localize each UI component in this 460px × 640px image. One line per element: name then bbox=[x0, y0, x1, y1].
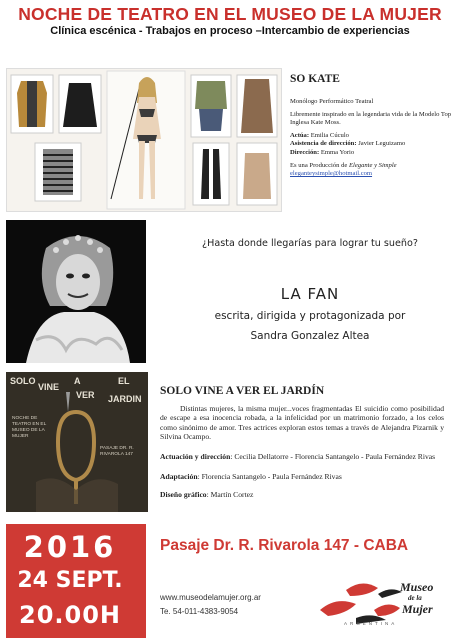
page-subtitle: Clínica escénica - Trabajos en proceso –Intercambio de experiencias bbox=[50, 25, 410, 37]
event-time: 20.00H bbox=[19, 601, 121, 629]
event-year: 2016 bbox=[23, 530, 117, 564]
sokate-production bbox=[290, 162, 455, 179]
jardin-credit-adaptation bbox=[160, 472, 444, 481]
poster-address-text: PASAJE DR. R. RIVAROLA 147 bbox=[100, 446, 134, 457]
jardin-description: Distintas mujeres, la misma mujer...voces fragmentadas El suicidio como posibilidad de escape a esa inocencia robada, a la infelicidad por un matrimonio forzado, a los celos como sinónimo de amor. Tres actrices exploran estos temas a través de Alejandra Pizarnik y Silvina Ocampo. bbox=[160, 404, 444, 442]
phone-number: Te. 54-011-4383-9054 bbox=[160, 607, 239, 616]
la-fan-photo bbox=[6, 220, 146, 363]
la-fan-author: Sandra Gonzalez Altea bbox=[250, 330, 370, 342]
logo-country: ARGENTINA bbox=[344, 621, 398, 626]
poster-venue-text: NOCHE DE TEATRO EN EL MUSEO DE LA MUJER bbox=[12, 416, 47, 439]
credit-design-label: Diseño gráfico bbox=[160, 490, 207, 499]
poster-ver: VER bbox=[76, 390, 95, 400]
logo-mujer: Mujer bbox=[402, 602, 433, 616]
venue-address: Pasaje Dr. R. Rivarola 147 - CABA bbox=[160, 537, 409, 554]
logo-de-la: de la bbox=[408, 594, 422, 602]
credit-acting-value: : Cecilia Dellatorre - Florencia Santangelo - Paula Fernández Rivas bbox=[230, 452, 436, 461]
poster-a: A bbox=[74, 376, 81, 386]
production-company: Elegante y Simple bbox=[348, 161, 397, 169]
page-title: NOCHE DE TEATRO EN EL MUSEO DE LA MUJER bbox=[18, 4, 442, 24]
credit-acting-label: Actuación y dirección bbox=[160, 452, 231, 461]
poster-vine: VINE bbox=[38, 382, 60, 392]
poster-jardin: JARDIN bbox=[108, 394, 142, 404]
jardin-credit-acting bbox=[160, 452, 444, 461]
la-fan-question: ¿Hasta donde llegarías para lograr tu sueño? bbox=[202, 238, 418, 249]
paper-doll-illustration bbox=[7, 69, 281, 211]
paper-doll-image bbox=[6, 68, 282, 212]
poster-el: EL bbox=[118, 376, 130, 386]
assistant-value: Javier Leguizamo bbox=[358, 140, 406, 148]
sokate-genre bbox=[290, 98, 455, 107]
sokate-info bbox=[290, 98, 455, 183]
la-fan-title: LA FAN bbox=[280, 285, 340, 303]
acting-value: Emilia Cúculo bbox=[310, 131, 349, 139]
credit-design-value: : Martín Cortez bbox=[206, 490, 254, 499]
poster-solo: SOLO bbox=[10, 376, 36, 386]
website-link[interactable]: www.museodelamujer.org.ar bbox=[160, 593, 261, 602]
la-fan-credits: escrita, dirigida y protagonizada por bbox=[214, 310, 406, 322]
credit-adaptation-label: Adaptación bbox=[160, 472, 198, 481]
sokate-email-link[interactable]: eleganteysimple@hotmail.com bbox=[290, 170, 373, 178]
assistant-label: Asistencia de dirección: bbox=[290, 140, 357, 148]
direction-label: Dirección: bbox=[290, 148, 320, 156]
production-prefix: Es una Producción de bbox=[290, 161, 348, 169]
jardin-poster-image bbox=[6, 372, 148, 512]
sokate-credits bbox=[290, 132, 455, 158]
logo-museo: Museo bbox=[400, 580, 434, 594]
credit-adaptation-value: : Florencia Santangelo - Paula Fernández Rivas bbox=[197, 472, 342, 481]
jardin-title: SOLO VINE A VER EL JARDÍN bbox=[160, 385, 325, 397]
sokate-genre-text: Monólogo Performático Teatral bbox=[290, 98, 374, 105]
acting-label: Actúa: bbox=[290, 131, 310, 139]
event-date: 24 SEPT. bbox=[17, 568, 123, 593]
direction-value: Emma Yorio bbox=[320, 148, 355, 156]
jardin-credit-design bbox=[160, 490, 444, 499]
sokate-description: Libremente inspirado en la legendaria vida de la Modelo Top Inglesa Kate Moss. bbox=[290, 110, 452, 127]
sokate-title: SO KATE bbox=[290, 73, 340, 85]
la-fan-portrait bbox=[6, 220, 146, 363]
